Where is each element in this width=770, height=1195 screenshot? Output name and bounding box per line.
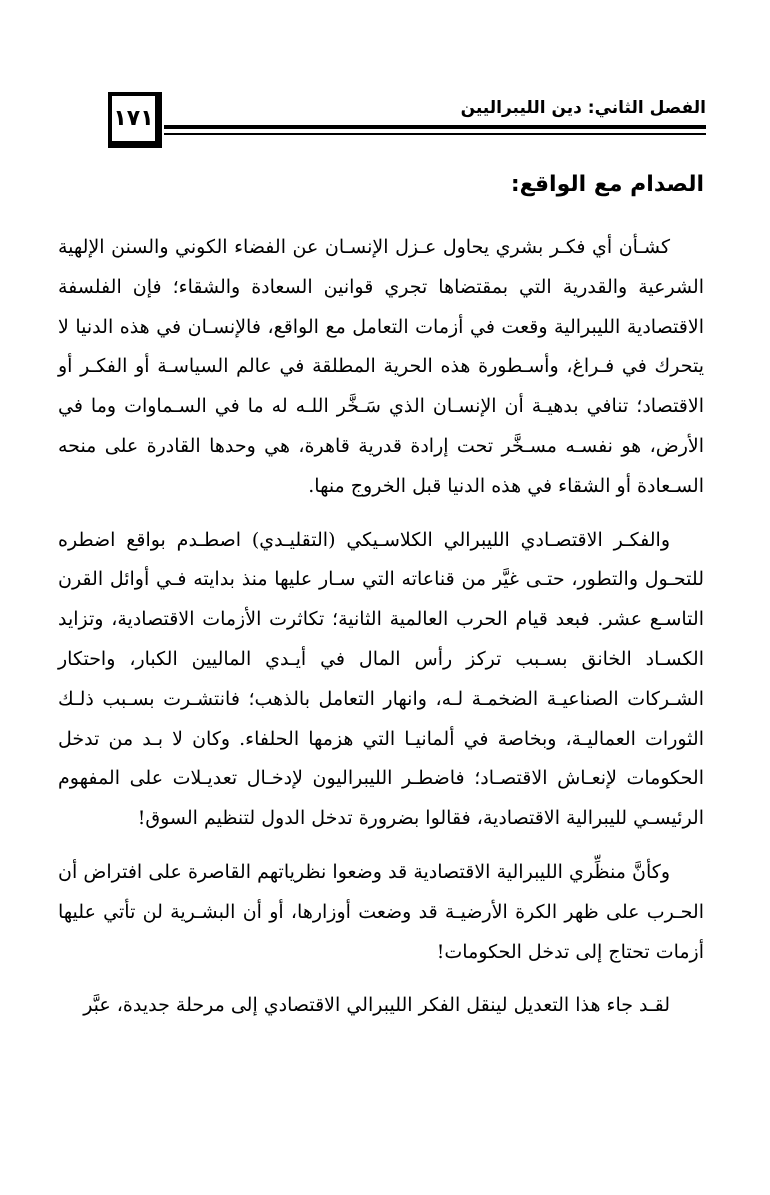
paragraph-4: لقـد جاء هذا التعديل لينقل الفكر الليبرالي الاقتصادي إلى مرحلة جديدة، عبَّر bbox=[83, 994, 670, 1017]
paragraph-3: وكأنَّ منظِّري الليبرالية الاقتصادية قد وضعوا نظرياتهم القاصرة على افتراض أن الحـرب على ظهر الكرة الأرضيـة قد وضعت أوزارها، أو أن البشـرية لن تأتي عليها أزمات تحتاج إلى تدخل الحكومات! bbox=[58, 860, 704, 963]
section-heading: الصدام مع الواقع: bbox=[510, 172, 704, 197]
paragraph-2: والفكـر الاقتصـادي الليبرالي الكلاسـيكي (التقليـدي) اصطـدم بواقع اضطره للتحـول والتطور، حتـى غيَّر من قناعاته التي سـار عليها منذ بدايته فـي أوائل القرن التاسـع عشر. فبعد قيام الحرب العالمية الثانية؛ تكاثرت الأزمات الاقتصادية، وتزايد الكسـاد الخانق بسـبب تركز رأس المال في أيـدي الماليين الكبار، واحتكار الشـركات الصناعيـة الضخمـة لـه، وانهار التعامل بالذهب؛ فانتشـرت بسـبب ذلـك الثورات العماليـة، وبخاصة في ألمانيـا التي هزمها الحلفاء. وكان لا بـد من تدخل الحكومات لإنعـاش الاقتصـاد؛ فاضطـر الليبراليون لإدخـال تعديـلات على المفهوم الرئيسـي لليبرالية الاقتصادية، فقالوا بضرورة تدخل الدول لتنظيم السوق! bbox=[58, 528, 704, 830]
body-text bbox=[58, 228, 704, 1040]
header-rule-thick bbox=[164, 125, 706, 129]
page-number: ١٧١ bbox=[108, 92, 162, 148]
paragraph-1: كشـأن أي فكـر بشري يحاول عـزل الإنسـان عن الفضاء الكوني والسنن الإلهية الشرعية والقدرية التي بمقتضاها تجري قوانين السعادة والشقاء؛ فإن الفلسفة الاقتصادية الليبرالية وقعت في أزمات التعامل مع الواقع، فالإنسـان في هذه الدنيا لا يتحرك في فـراغ، وأسـطورة هذه الحرية المطلقة في عالم السياسـة أو الفكـر أو الاقتصاد؛ تنافي بدهيـة أن الإنسـان الذي سَـخَّر اللـه له ما في السـماوات وما في الأرض، هو نفسـه مسـخَّر تحت إرادة قدرية قاهرة، هي وحدها القادرة على منحه السـعادة أو الشقاء في هذه الدنيا قبل الخروج منها. bbox=[58, 236, 704, 497]
header-rule-thin bbox=[164, 133, 706, 135]
chapter-title: الفصل الثاني: دين الليبراليين bbox=[460, 98, 706, 118]
page-header bbox=[108, 92, 706, 156]
